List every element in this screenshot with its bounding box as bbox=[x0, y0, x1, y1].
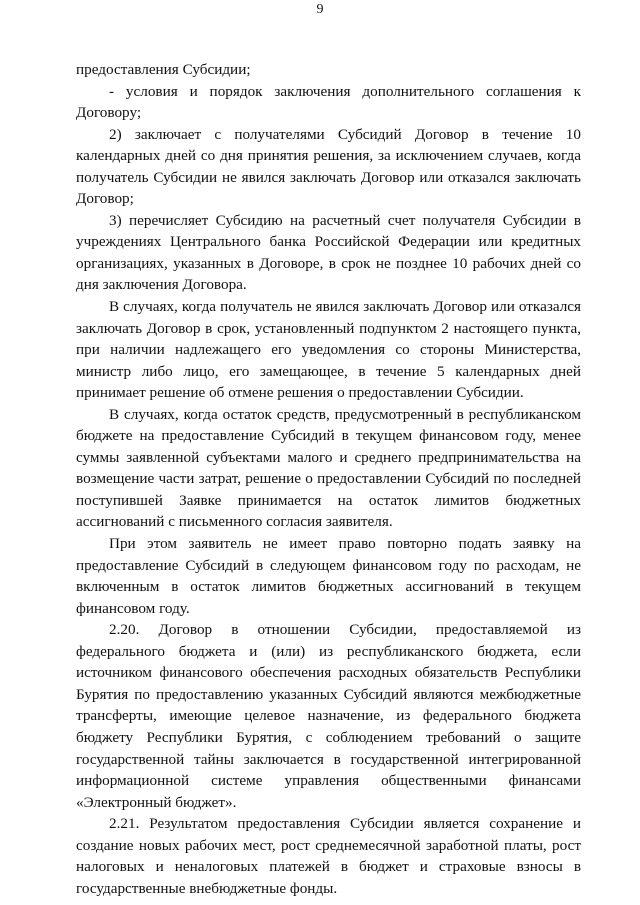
paragraph-subsidy-provision: предоставления Субсидии; bbox=[76, 61, 251, 78]
paragraph-supplementary-agreement: - условия и порядок заключения дополнительного соглашения к Договору; bbox=[76, 82, 581, 122]
paragraph-subsidy-transfer: 3) перечисляет Субсидию на расчетный счет получателя Субсидии в учреждениях Центрального банка Российской Федерации или кредитных организациях, указанных в Договоре, в срок не позднее 10 рабочих дней со дня заключения Договора. bbox=[76, 211, 581, 294]
paragraph-remaining-funds: В случаях, когда остаток средств, предусмотренный в республиканском бюджете на предоставление Субсидий в текущем финансовом году, менее суммы заявленной субъектами малого и среднего предпринимательства на возмещение части затрат, решение о предоставлении Субсидий по последней поступившей Заявке принимается на остаток лимитов бюджетных ассигнований с письменного согласия заявителя. bbox=[76, 405, 581, 531]
page-number: 9 bbox=[316, 2, 324, 17]
paragraph-reapplication-restriction: При этом заявитель не имеет право повторно подать заявку на предоставление Субсидий в следующем финансовом году по расходам, не включенным в остаток лимитов бюджетных ассигнований в текущем финансовом году. bbox=[76, 535, 581, 617]
paragraph-decision-cancellation: В случаях, когда получатель не явился заключать Договор или отказался заключать Договор в срок, установленный подпунктом 2 настоящего пункта, при наличии надлежащего его уведомления со стороны Министерства, министр либо лицо, его замещающее, в течение 5 календарных дней принимает решение об отмене решения о предоставлении Субсидии. bbox=[76, 298, 581, 402]
paragraph-section-2-21: 2.21. Результатом предоставления Субсидии является сохранение и создание новых рабочих мест, рост среднемесячной заработной платы, рост налоговых и неналоговых платежей в бюджет и страховые взносы в государственные внебюджетные фонды. bbox=[76, 815, 581, 897]
document-body bbox=[76, 59, 581, 899]
paragraph-section-2-20: 2.20. Договор в отношении Субсидии, предоставляемой из федерального бюджета и (или) из республиканского бюджета, если источником финансового обеспечения расходных обязательств Республики Бурятия по предоставлению указанных Субсидий являются межбюджетные трансферты, имеющие целевое назначение, из федерального бюджета бюджету Республики Бурятия, с соблюдением требований о защите государственной тайны заключается в государственной интегрированной информационной системе управления общественными финансами «Электронный бюджет». bbox=[76, 621, 581, 811]
paragraph-contract-conclusion: 2) заключает с получателями Субсидий Договор в течение 10 календарных дней со дня принятия решения, за исключением случаев, когда получатель Субсидии не явился заключать Договор или отказался заключать Договор; bbox=[76, 125, 581, 208]
